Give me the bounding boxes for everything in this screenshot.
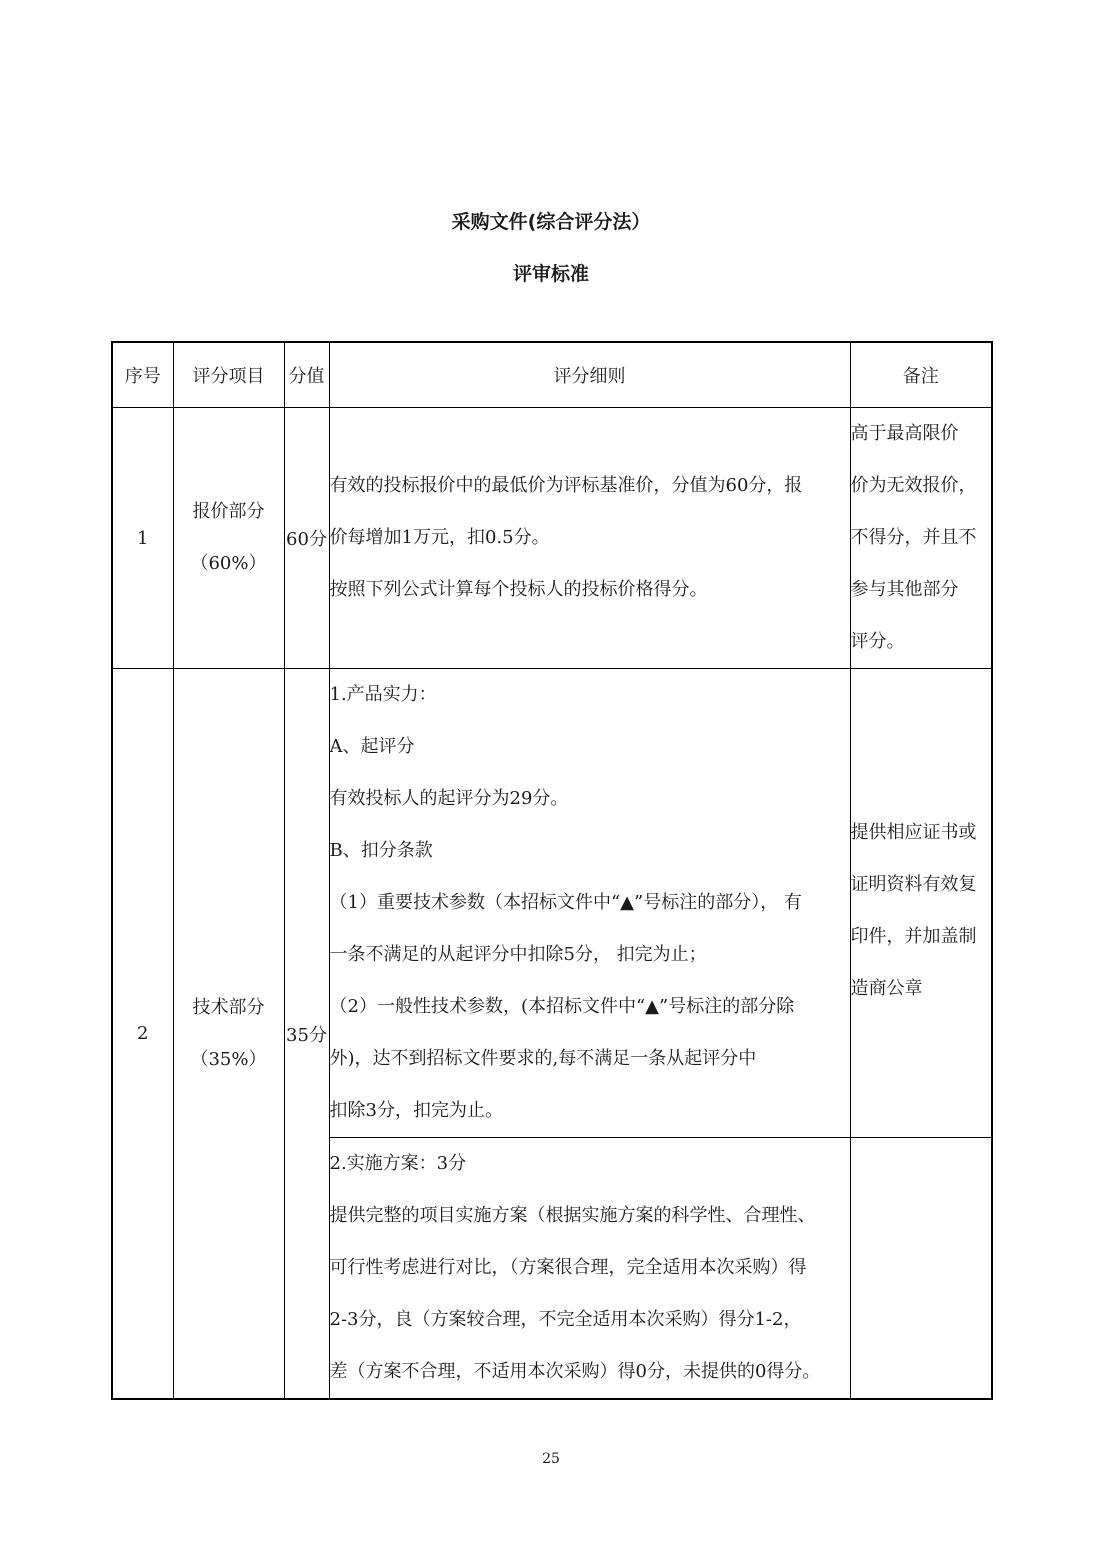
detail-line: （1）重要技术参数（本招标文件中“▲”号标注的部分）， 有 — [329, 892, 802, 913]
note-line: 评分。 — [850, 631, 905, 652]
row1-score: 60分 — [284, 408, 329, 669]
note-line: 印件，并加盖制 — [850, 926, 977, 947]
row1-notes — [850, 408, 992, 669]
header-notes: 备注 — [850, 342, 992, 408]
header-no: 序号 — [112, 342, 173, 408]
note-line: 造商公章 — [850, 978, 923, 999]
detail-line: 提供完整的项目实施方案（根据实施方案的科学性、合理性、 — [329, 1205, 816, 1226]
detail-line: 2-3分，良（方案较合理，不完全适用本次采购）得分1-2， — [329, 1309, 802, 1330]
table-row — [112, 408, 992, 669]
row2-item-pct: （35%） — [190, 1048, 267, 1070]
row1-details — [329, 408, 850, 669]
detail-line: 2.实施方案：3分 — [329, 1153, 467, 1174]
note-line: 不得分，并且不 — [850, 527, 977, 548]
header-item: 评分项目 — [173, 342, 284, 408]
row2-notes-b — [850, 1138, 992, 1400]
row2-details-a — [329, 669, 850, 1138]
detail-line: 可行性考虑进行对比，（方案很合理，完全适用本次采购）得 — [329, 1257, 807, 1278]
note-line: 提供相应证书或 — [850, 822, 977, 843]
note-line: 证明资料有效复 — [850, 874, 977, 895]
row2-details-b — [329, 1138, 850, 1400]
detail-line: 价每增加1万元，扣0.5分。 — [329, 527, 550, 548]
note-line: 高于最高限价 — [850, 423, 959, 444]
detail-line: A、起评分 — [329, 736, 415, 757]
table-header-row — [112, 342, 992, 408]
detail-line: （2）一般性技术参数，(本招标文件中“▲”号标注的部分除 — [329, 996, 795, 1017]
row1-no: 1 — [112, 408, 173, 669]
detail-line: 1.产品实力： — [329, 684, 437, 705]
note-line: 价为无效报价， — [850, 475, 977, 496]
row1-item-pct: （60%） — [190, 553, 267, 574]
page-number: 25 — [542, 1451, 560, 1467]
detail-line: 外)，达不到招标文件要求的,每不满足一条从起评分中 — [329, 1048, 757, 1069]
row2-item — [173, 669, 284, 1400]
detail-line: 有效的投标报价中的最低价为评标基准价，分值为60分，报 — [329, 475, 803, 496]
scoring-table — [111, 341, 993, 1400]
row1-item — [173, 408, 284, 669]
row2-no: 2 — [112, 669, 173, 1400]
row2-item-label: 技术部分 — [192, 996, 265, 1018]
header-score: 分值 — [284, 342, 329, 408]
detail-line: 一条不满足的从起评分中扣除5分， 扣完为止； — [329, 944, 707, 965]
document-title: 采购文件(综合评分法） — [451, 211, 651, 233]
header-details: 评分细则 — [329, 342, 850, 408]
detail-line: 扣除3分，扣完为止。 — [329, 1100, 503, 1121]
row2-score: 35分 — [284, 669, 329, 1400]
table-row — [112, 669, 992, 1138]
detail-line: 按照下列公式计算每个投标人的投标价格得分。 — [329, 579, 708, 600]
row2-notes-a — [850, 669, 992, 1138]
document-subtitle: 评审标准 — [512, 263, 589, 285]
detail-line: B、扣分条款 — [329, 840, 433, 861]
note-line: 参与其他部分 — [850, 579, 959, 600]
row1-item-label: 报价部分 — [192, 501, 265, 522]
detail-line: 差（方案不合理，不适用本次采购）得0分，未提供的0得分。 — [329, 1361, 821, 1382]
detail-line: 有效投标人的起评分为29分。 — [329, 788, 569, 809]
